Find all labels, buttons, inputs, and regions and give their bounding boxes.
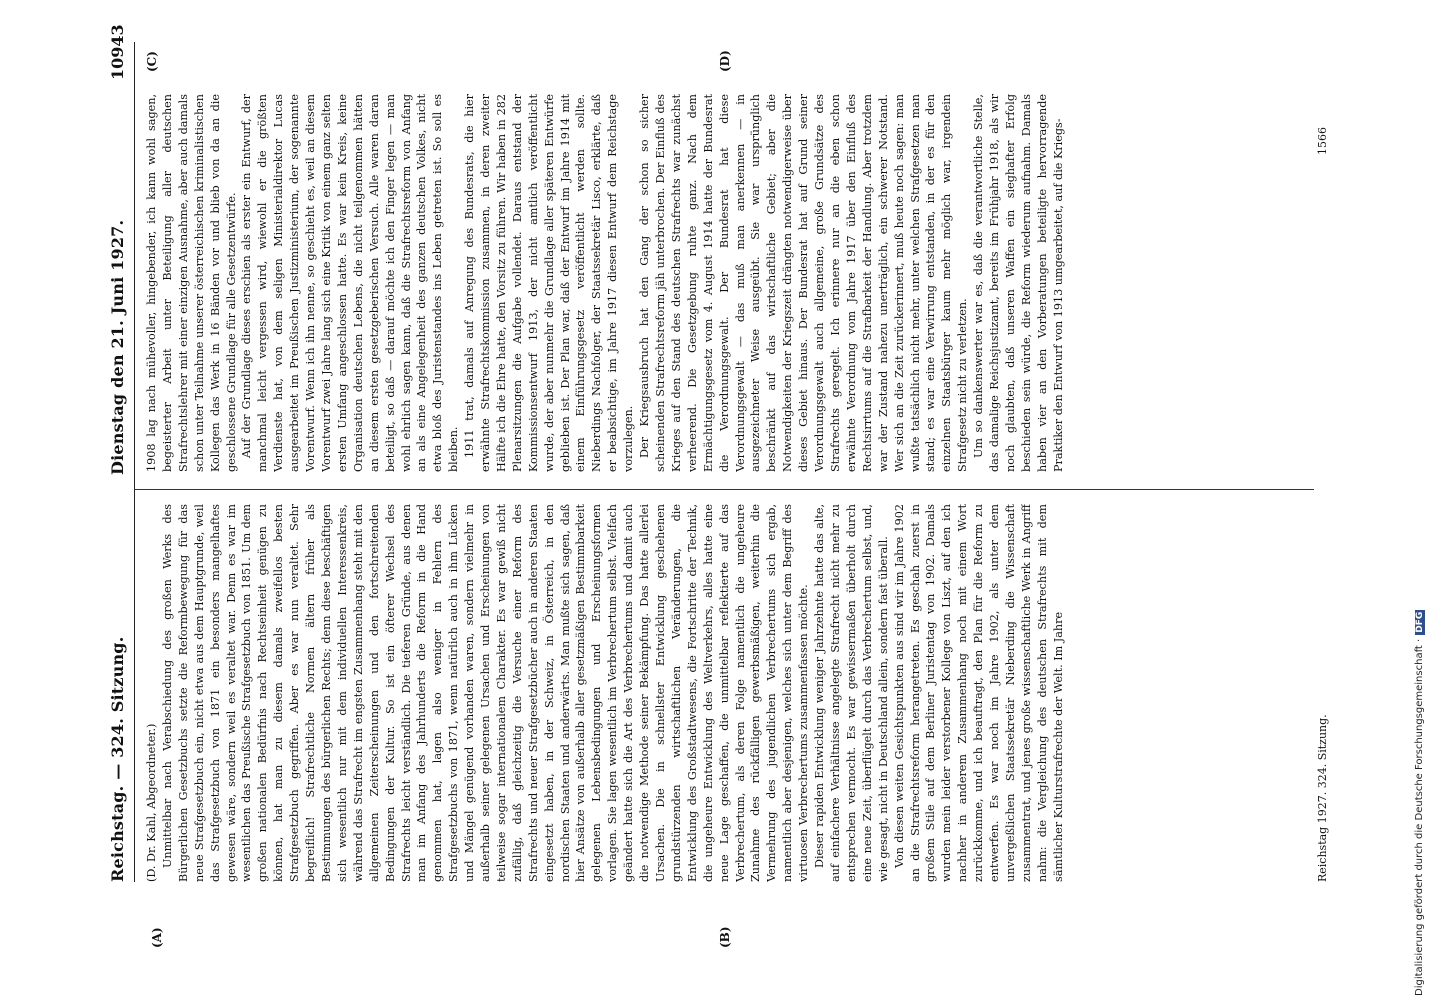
paragraph: Der Kriegsausbruch hat den Gang der schon so sicher scheinenden Strafrechtsreform jäh unterbrochen. Der Einfluß des Krieges auf den Stand des deutschen Strafrechts war zunächst verheerend. Die Gesetzgebung ruhte ganz. Nach dem Ermächtigungsgesetz vom 4. August 1914 hatte der Bundesrat die Verordnungsgewalt. Der Bundesrat hat diese Verordnungsgewalt — das muß man anerkennen — in ausgezeichneter Weise ausgeübt. Sie war ursprünglich beschränkt auf das wirtschaftliche Gebiet; aber die Notwendigkeiten der Kriegszeit drängten notwendigerweise über dieses Gebiet hinaus. Der Bundesrat hat auf Grund seiner Verordnungsgewalt auch allgemeine, große Grundsätze des Strafrechts geregelt. Ich erinnere nur an die eben schon erwähnte Verordnung vom Jahre 1917 über den Einfluß des Rechtsirrtums auf die Strafbarkeit der Handlung. Aber trotzdem war der Zustand nahezu unerträglich, ein schwerer Notstand. Wer sich an die Zeit zurückerinnert, muß heute noch sagen: man wußte tatsächlich nicht mehr, unter welchen Strafgesetzen man stand; es war eine Verwirrung entstanden, in der es für den einzelnen Staatsbürger kaum mehr möglich war, irgendein Strafgesetz nicht zu verletzen. [638,94,970,472]
right-column [144,94,1308,472]
running-header-right: Dienstag den 21. Juni 1927. [108,219,127,475]
dfg-logo: DFG [1415,611,1425,633]
page-number: 10943 [108,24,127,80]
column-divider [134,489,1314,490]
margin-marker-c: (C) [145,51,159,72]
margin-marker-b: (B) [718,926,732,948]
paragraph: Um so dankenswerter war es, daß die verantwortliche Stelle, das damalige Reichsjustizamt, bereits im Frühjahr 1918, als wir noch glaubten, daß unseren Waffen ein sieghafter Erfolg beschieden sein würde, die Reform wiederum aufnahm. Damals haben vier an den Vorberatungen beteiligte hervorragende Praktiker den Entwurf von 1913 umgearbeitet, auf die Kriegs- [972,94,1065,472]
paragraph: 1911 trat, damals auf Anregung des Bundesrats, die hier erwähnte Strafrechtskommission zusammen, in deren zweiter Hälfte ich die Ehre hatte, den Vorsitz zu führen. Wir haben in 282 Plenarsitzungen die Aufgabe vollendet. Daraus entstand der Kommissionsentwurf 1913, der nicht amtlich veröffentlicht wurde, der aber nunmehr die Grundlage aller späteren Entwürfe geblieben ist. Der Plan war, daß der Entwurf im Jahre 1914 mit einem Einführungsgesetz veröffentlicht werden sollte. Nieberdings Nachfolger, der Staatssekretär Lisco, erklärte, daß er beabsichtige, im Jahre 1917 diesen Entwurf dem Reichstage vorzulegen. [463,94,636,472]
paragraph: Auf der Grundlage dieses erschien als erster ein Entwurf, der manchmal leicht vergessen wird, wiewohl er die größten Verdienste hat, von dem seligen Ministerialdirektor Lucas ausgearbeitet im Preußischen Justizministerium, der sogenannte Vorentwurf. Wenn ich ihn nenne, so geschieht es, weil an diesem Vorentwurf zwei Jahre lang sich eine Kritik von einem ganz selten ersten Umfang angeschlossen hatte. Es war kein Kreis, keine Organisation deutschen Lebens, die nicht teilgenommen hätten an diesem ersten gesetzgeberischen Versuch. Alle waren daran beteiligt, so daß — darauf möchte ich den Finger legen — man wohl ehrlich sagen kann, daß die Strafrechtsreform von Anfang an als eine Angelegenheit des ganzen deutschen Volkes, nicht etwa bloß des Juristenstandes ins Leben getreten ist. So soll es bleiben. [240,94,461,472]
paragraph: Von diesen weiten Gesichtspunkten aus sind wir im Jahre 1902 an die Strafrechtsreform herangetreten. Es geschah zuerst in großem Stile auf dem Berliner Juristentag von 1902. Damals wurden mein leider verstorbener Kollege von Liszt, auf den ich nachher in anderem Zusammenhang noch mit einem Wort zurückkomme, und ich beauftragt, den Plan für die Reform zu entwerfen. Es war noch im Jahre 1902, als unter dem unvergeßlichen Staatssekretär Nieberding die Wissenschaft zusammentrat, und jenes große wissenschaftliche Werk in Angriff nahm: die Vergleichung des deutschen Strafrechts mit dem sämtlicher Kulturstrafrechte der Welt. Im Jahre [892,504,1065,882]
paragraph: Dieser rapiden Entwicklung weniger Jahrzehnte hatte das alte, auf einfachere Verhältnisse angelegte Strafrecht nicht mehr zu entsprechen vermocht. Es war gewissermaßen überholt durch eine neue Zeit, überflügelt durch das Verbrechertum selbst, und, wie gesagt, nicht in Deutschland allein, sondern fast überall. [813,504,890,882]
paragraph: Unmittelbar nach Verabschiedung des großen Werks des Bürgerlichen Gesetzbuchs setzte die Reformbewegung für das neue Strafgesetzbuch ein, nicht etwa aus dem Hauptgrunde, weil das Strafgesetzbuch von 1871 ein besonders mangelhaftes gewesen wäre, sondern weil es veraltet war. Denn es war im wesentlichen das Preußische Strafgesetzbuch von 1851. Um dem großen nationalen Bedürfnis nach Rechtseinheit genügen zu können, hat man zu diesem damals zweifellos besten Strafgesetzbuch gegriffen. Aber es war nun veraltet. Sehr begreiflich! Strafrechtliche Normen ältern früher als Bestimmungen des bürgerlichen Rechts; denn diese beschäftigen sich wesentlich nur mit dem individuellen Interessenkreis, während das Strafrecht im engsten Zusammenhang steht mit den allgemeinen Zeiterscheinungen und den fortschreitenden Bedingungen der Kultur. So ist ein öfterer Wechsel des Strafrechts leicht verständlich. Die tieferen Gründe, aus denen man im Anfang des Jahrhunderts die Reform in die Hand genommen hat, lagen also weniger in Fehlern des Strafgesetzbuchs von 1871, wenn natürlich auch in ihm Lücken und Mängel genügend vorhanden waren, sondern vielmehr in außerhalb seiner gelegenen Ursachen und Erscheinungen von teilweise sogar internationalem Charakter. Es war gewiß nicht zufällig, daß gleichzeitig die Versuche einer Reform des Strafrechts und neuer Strafgesetzbücher auch in anderen Staaten eingesetzt haben, in der Schweiz, in Österreich, in den nordischen Staaten und anderwärts. Man mußte sich sagen, daß hier Ansätze von außerhalb aller gesetzmäßigen Bestimmbarkeit gelegenen Lebensbedingungen und Erscheinungsformen vorlagen. Sie lagen wesentlich im Verbrechertum selbst. Vielfach geändert hatte sich die Art des Verbrechertums und damit auch die notwendige Methode seiner Bekämpfung. Das hatte allerlei Ursachen. Die in schnellster Entwicklung geschehenen grundstürzenden wirtschaftlichen Veränderungen, die Entwicklung des Großstadtwesens, die Fortschritte der Technik, die ungeheure Entwicklung des Weltverkehrs, alles hatte eine neue Lage geschaffen, die unmittelbar reflektierte auf das Verbrechertum, als deren Folge namentlich die ungeheure Zunahme des rückfälligen gewerbsmäßigen, weiterhin die Vermehrung des jugendlichen Verbrechertums sich ergab, namentlich aber desjenigen, welches sich unter dem Begriff des virtuosen Verbrechertums zusammenfassen möchte. [160,504,811,882]
margin-marker-d: (D) [718,50,732,72]
speaker-line: (D. Dr. Kahl, Abgeordneter.) [145,723,158,882]
margin-marker-a: (A) [150,927,164,948]
running-header-left: Reichstag. — 324. Sitzung. [108,636,127,882]
digitization-credit [1414,610,1425,996]
header-rule [134,42,135,882]
left-column [144,504,1308,882]
sheet-number: 1566 [1316,127,1329,155]
footer-left: Reichstag 1927. 324. Sitzung. [1316,714,1329,882]
paragraph: 1908 lag nach mühevoller, hingebender, ich kann wohl sagen, begeisterter Arbeit unter Beteiligung aller deutschen Strafrechtslehrer mit einer einzigen Ausnahme, aber auch damals schon unter Teilnahme unserer österreichischen kriminalistischen Kollegen das Werk in 16 Bänden vor und blieb von da an die geschlossene Grundlage für alle Gesetzentwürfe. [145,94,238,472]
credit-text: Digitalisierung gefördert durch die Deutsche Forschungsgemeinschaft · [1414,638,1425,996]
